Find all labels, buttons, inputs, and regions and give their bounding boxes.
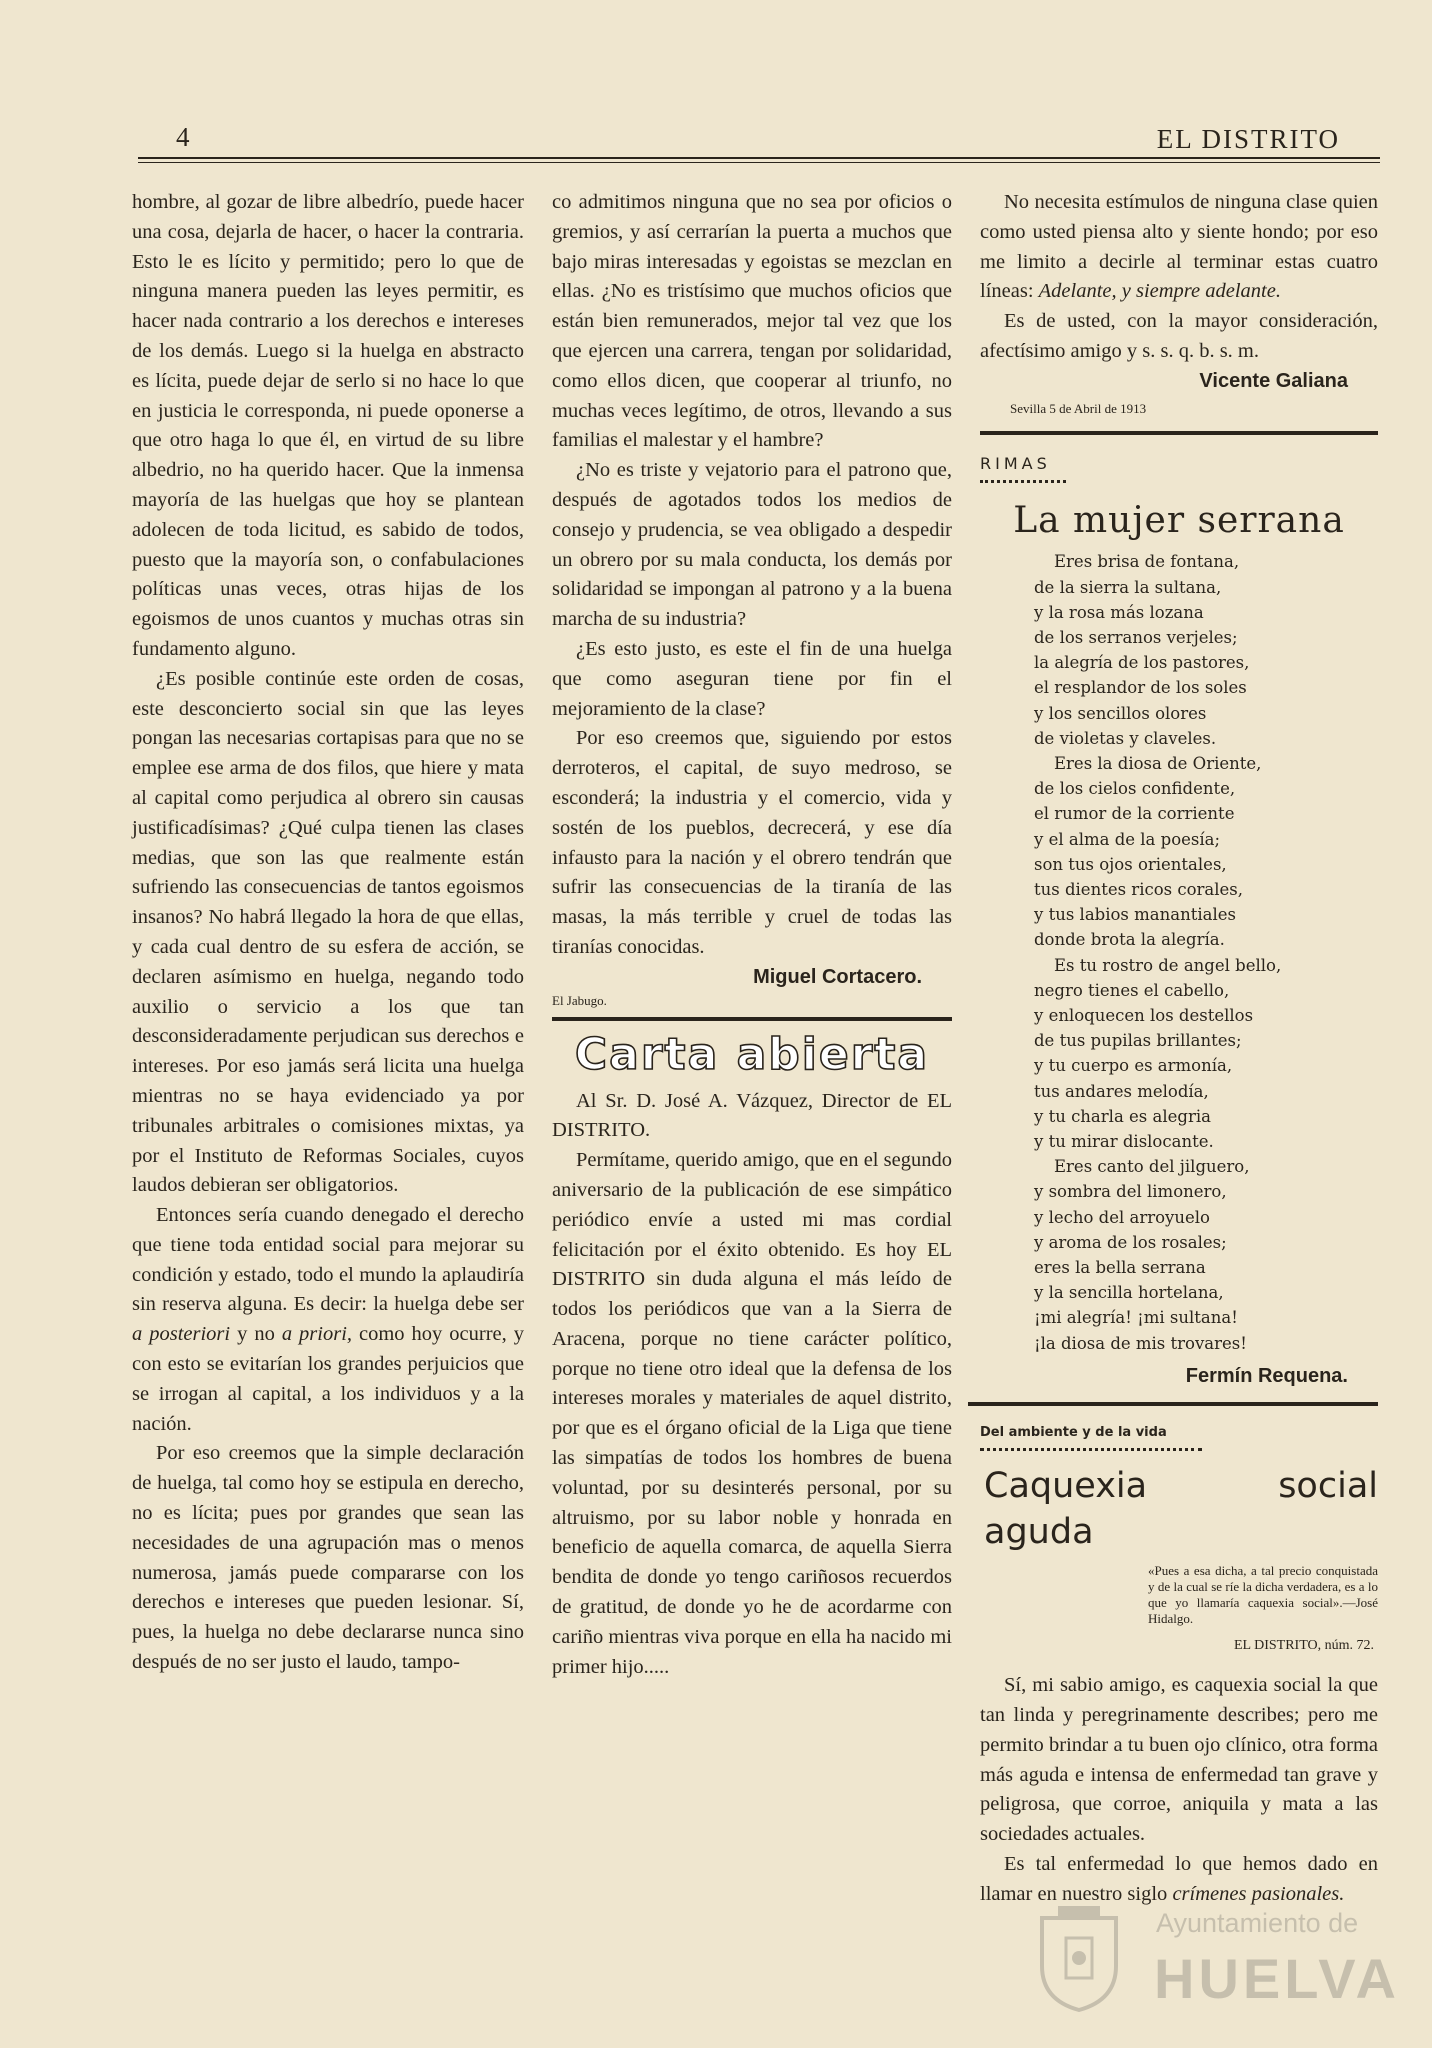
poem-line: el rumor de la corriente [1034,804,1235,824]
poem-line: y la rosa más lozana [1034,602,1204,622]
poem [980,549,1378,1356]
article-paragraph: Es tal enfermedad lo que hemos dado en llamar en nuestro siglo crímenes pasionales. [980,1853,1378,1905]
article-paragraph: Por eso creemos que la simple declaración de huelga, tal como hoy se estipula en derecho, no es lícita; pues por grandes que sean las necesidades de una agrupación mas o menos numerosa, jamás puede compararse con los derechos e intereses que pueden lesionar. Sí, pues, la huelga no debe declararse nunca sino después de no ser justo el laudo, tampo- [132,1442,524,1674]
poem-line: el resplandor de los soles [1034,678,1247,698]
header-rule-thin [138,162,1380,163]
poem-line: y tus labios manantiales [1034,905,1236,925]
poem-line: ¡la diosa de mis trovares! [1034,1333,1247,1353]
poem-line: Eres la diosa de Oriente, [1054,754,1262,773]
letter-salutation: Al Sr. D. José A. Vázquez, Director de EL DISTRITO. [552,1089,952,1142]
poem-title: La mujer serrana [1013,500,1345,542]
article-paragraph: ¿Es posible continúe este orden de cosas, este desconcierto social sin que las leyes pongan las necesarias cortapisas para que no se emplee ese arma de dos filos, que hiere y mata al capital como perjudica al obrero sin causas justificadísimas? ¿Qué culpa tienen las clases medias, que son las que realmente están sufriendo las consecuencias de tantos egoismos insanos? No habrá llegado la hora de que ellas, y cada cual dentro de su esfera de acción, se declaren asímismo en huelga, negando todo auxilio o servicio a los que tan desconsideradamente perjudican sus derechos e intereses. Por eso jamás será licita una huelga mientras no se haya evidenciado ya por tribunales arbitrales o comisiones mixtas, ya por el Instituto de Reformas Sociales, cuyos laudos debieran ser obligatorios. [132,667,524,1197]
article-paragraph: ¿No es triste y vejatorio para el patrono que, después de agotados todos los medios de consejo y prudencia, se vea obligado a despedir un obrero por su mala conducta, los demás por solidaridad se impongan al patrono y a la buena marcha de su industria? [552,459,952,631]
poem-line: tus andares melodía, [1034,1081,1209,1101]
letter-paragraph: Permítame, querido amigo, que en el segundo aniversario de la publicación de ese simpático periódico envíe a usted mi mas cordial felicitación por el éxito obtenido. Es hoy EL DISTRITO sin duda alguna el más leído de todos los periódicos que van a la Sierra de Aracena, porque no tiene carácter político, porque no tiene otro ideal que la defensa de los intereses morales y materiales de aquel distrito, por que es el órgano oficial de la Liga que tiene las simpatías de todos los hombres de buena voluntad, por su desinterés personal, por su altruismo, por su labor noble y honrada en beneficio de aquella comarca, de aquella Sierra bendita de donde yo tengo cariñosos recuerdos de gratitud, de donde yo he de acordarme con cariño mientras viva porque en ella ha nacido mi primer hijo..... [552,1149,952,1678]
article-paragraph: ¿Es esto justo, es este el fin de una huelga que como aseguran tiene por fin el mejoramiento de la clase? [552,637,952,720]
poem-line: y sombra del limonero, [1034,1182,1227,1202]
column-1 [132,188,524,1678]
poem-line: y los sencillos olores [1034,703,1207,723]
poem-signature: Fermín Requena. [1185,1364,1348,1387]
header-rule [138,157,1380,159]
poem-line: de los cielos confidente, [1034,779,1236,799]
poem-line: Eres canto del jilguero, [1054,1157,1250,1177]
column-2 [552,188,952,1682]
section-rule [552,1017,952,1021]
poem-line: y tu charla es alegria [1034,1106,1211,1126]
coat-of-arms-icon [1036,1904,1122,2012]
poem-line: y aroma de los rosales; [1034,1232,1227,1252]
poem-line: ¡mi alegría! ¡mi sultana! [1034,1308,1238,1328]
article-paragraph: Entonces sería cuando denegado el derecho que tiene toda entidad social para mejorar su condición y estado, todo el mundo la aplaudiría sin reserva alguna. Es decir: la huelga debe ser a posteriori y no a priori, como hoy ocurre, y con esto se evitarían los grandes perjuicios que se irrogan al capital, a los individuos y a la nación. [132,1204,524,1435]
caquexia-title: Caquexia social aguda [984,1466,1378,1553]
article-paragraph: Sí, mi sabio amigo, es caquexia social la que tan linda y peregrinamente describes; pero me permito brindar a tu buen ojo clínico, otra forma más aguda e intensa de enfermedad tan grave y peligrosa, que corroe, aniquila y mata a las sociedades actuales. [980,1674,1378,1846]
page-number: 4 [176,122,190,152]
watermark-line-2: HUELVA [1154,1947,1400,2010]
epigraph-source: EL DISTRITO, núm. 72. [1234,1638,1374,1654]
rimas-label: RIMAS [980,453,1051,473]
poem-line: y tu mirar dislocante. [1034,1132,1214,1152]
dotted-divider [980,1448,1202,1451]
poem-line: Es tu rostro de angel bello, [1054,955,1282,975]
ambiente-label: Del ambiente y de la vida [980,1424,1167,1440]
article-paragraph: co admitimos ninguna que no sea por oficios o gremios, y así cerrarían la puerta a muchos que bajo miras interesadas y egoistas se mezclan en ellas. ¿No es tristísimo que muchos oficios que están bien remunerados, mejor tal vez que los que ejercen una carrera, tengan por solidaridad, como ellos dicen, que cooperar al triunfo, no muchas veces legítimo, de otros, llevando a sus familias el malestar y el hambre? [552,191,952,452]
watermark-line-1: Ayuntamiento de [1156,1908,1359,1938]
letter-closing: Es de usted, con la mayor consideración, afectísimo amigo y s. s. q. b. s. m. [980,310,1378,362]
poem-line: y lecho del arroyuelo [1034,1207,1210,1227]
dotted-divider [980,480,1066,483]
poem-line: eres la bella serrana [1034,1258,1206,1278]
poem-line: la alegría de los pastores, [1034,653,1250,673]
poem-line: de la sierra la sultana, [1034,577,1222,597]
poem-line: donde brota la alegría. [1034,930,1225,950]
signature-place: El Jabugo. [552,992,607,1008]
poem-line: Eres brisa de fontana, [1054,552,1240,572]
poem-line: y la sencilla hortelana, [1034,1283,1224,1303]
ayuntamiento-watermark [1036,1904,1400,2014]
poem-line: y el alma de la poesía; [1034,829,1221,849]
letter-signature: Vicente Galiana [1199,369,1348,392]
section-rule [980,431,1378,435]
letter-paragraph: No necesita estímulos de ninguna clase quien como usted piensa alto y siente hondo; por eso me limito a decirle al terminar estas cuatro líneas: Adelante, y siempre adelante. [980,191,1378,303]
carta-abierta-title: Carta abierta [574,1028,930,1080]
poem-line: y tu cuerpo es armonía, [1034,1056,1233,1076]
poem-line: negro tienes el cabello, [1034,980,1230,1000]
poem-line: de tus pupilas brillantes; [1034,1031,1242,1051]
poem-line: tus dientes ricos corales, [1034,880,1244,900]
poem-line: de los serranos verjeles; [1034,627,1238,647]
poem-line: y enloquecen los destellos [1034,1006,1254,1026]
masthead-title: EL DISTRITO [1156,124,1340,154]
section-rule [968,1402,1378,1406]
poem-line: de violetas y claveles. [1034,728,1217,748]
article-paragraph: Por eso creemos que, siguiendo por estos derroteros, el capital, de suyo medroso, se esconderá; la industria y el comercio, vida y sostén de los pueblos, decrecerá, y ese día infausto para la nación y el obrero tendrán que sufrir las consecuencias de la tiranía de las masas, la más terrible y cruel de todas las tiranías conocidas. [552,727,952,958]
column-3 [980,188,1378,1910]
letter-date: Sevilla 5 de Abril de 1913 [1010,400,1147,416]
author-signature: Miguel Cortacero. [753,965,922,988]
article-paragraph: hombre, al gozar de libre albedrío, puede hacer una cosa, dejarla de hacer, o hacer la contraria. Esto le es lícito y permitido; pero lo que de ninguna manera pueden las leyes permitir, es hacer nada contrario a los derechos e intereses de los demás. Luego si la huelga en abstracto es lícita, puede dejar de serlo si no hace lo que en justicia le corresponda, ni puede oponerse a que otro haga lo que él, en virtud de su libre albedrio, no ha querido hacer. Que la inmensa mayoría de las huelgas que hoy se plantean adolecen de toda licitud, es sabido de todos, puesto que la mayoría son, o confabulaciones políticas unas veces, otras hijas de los egoismos de unos cuantos y muchas otras sin fundamento alguno. [132,191,524,660]
poem-line: son tus ojos orientales, [1034,854,1227,874]
epigraph: «Pues a esa dicha, a tal precio conquistada y de la cual se ríe la dicha verdadera, es a lo que yo llamaría caquexia social».—José Hidalgo. [1148,1563,1378,1627]
